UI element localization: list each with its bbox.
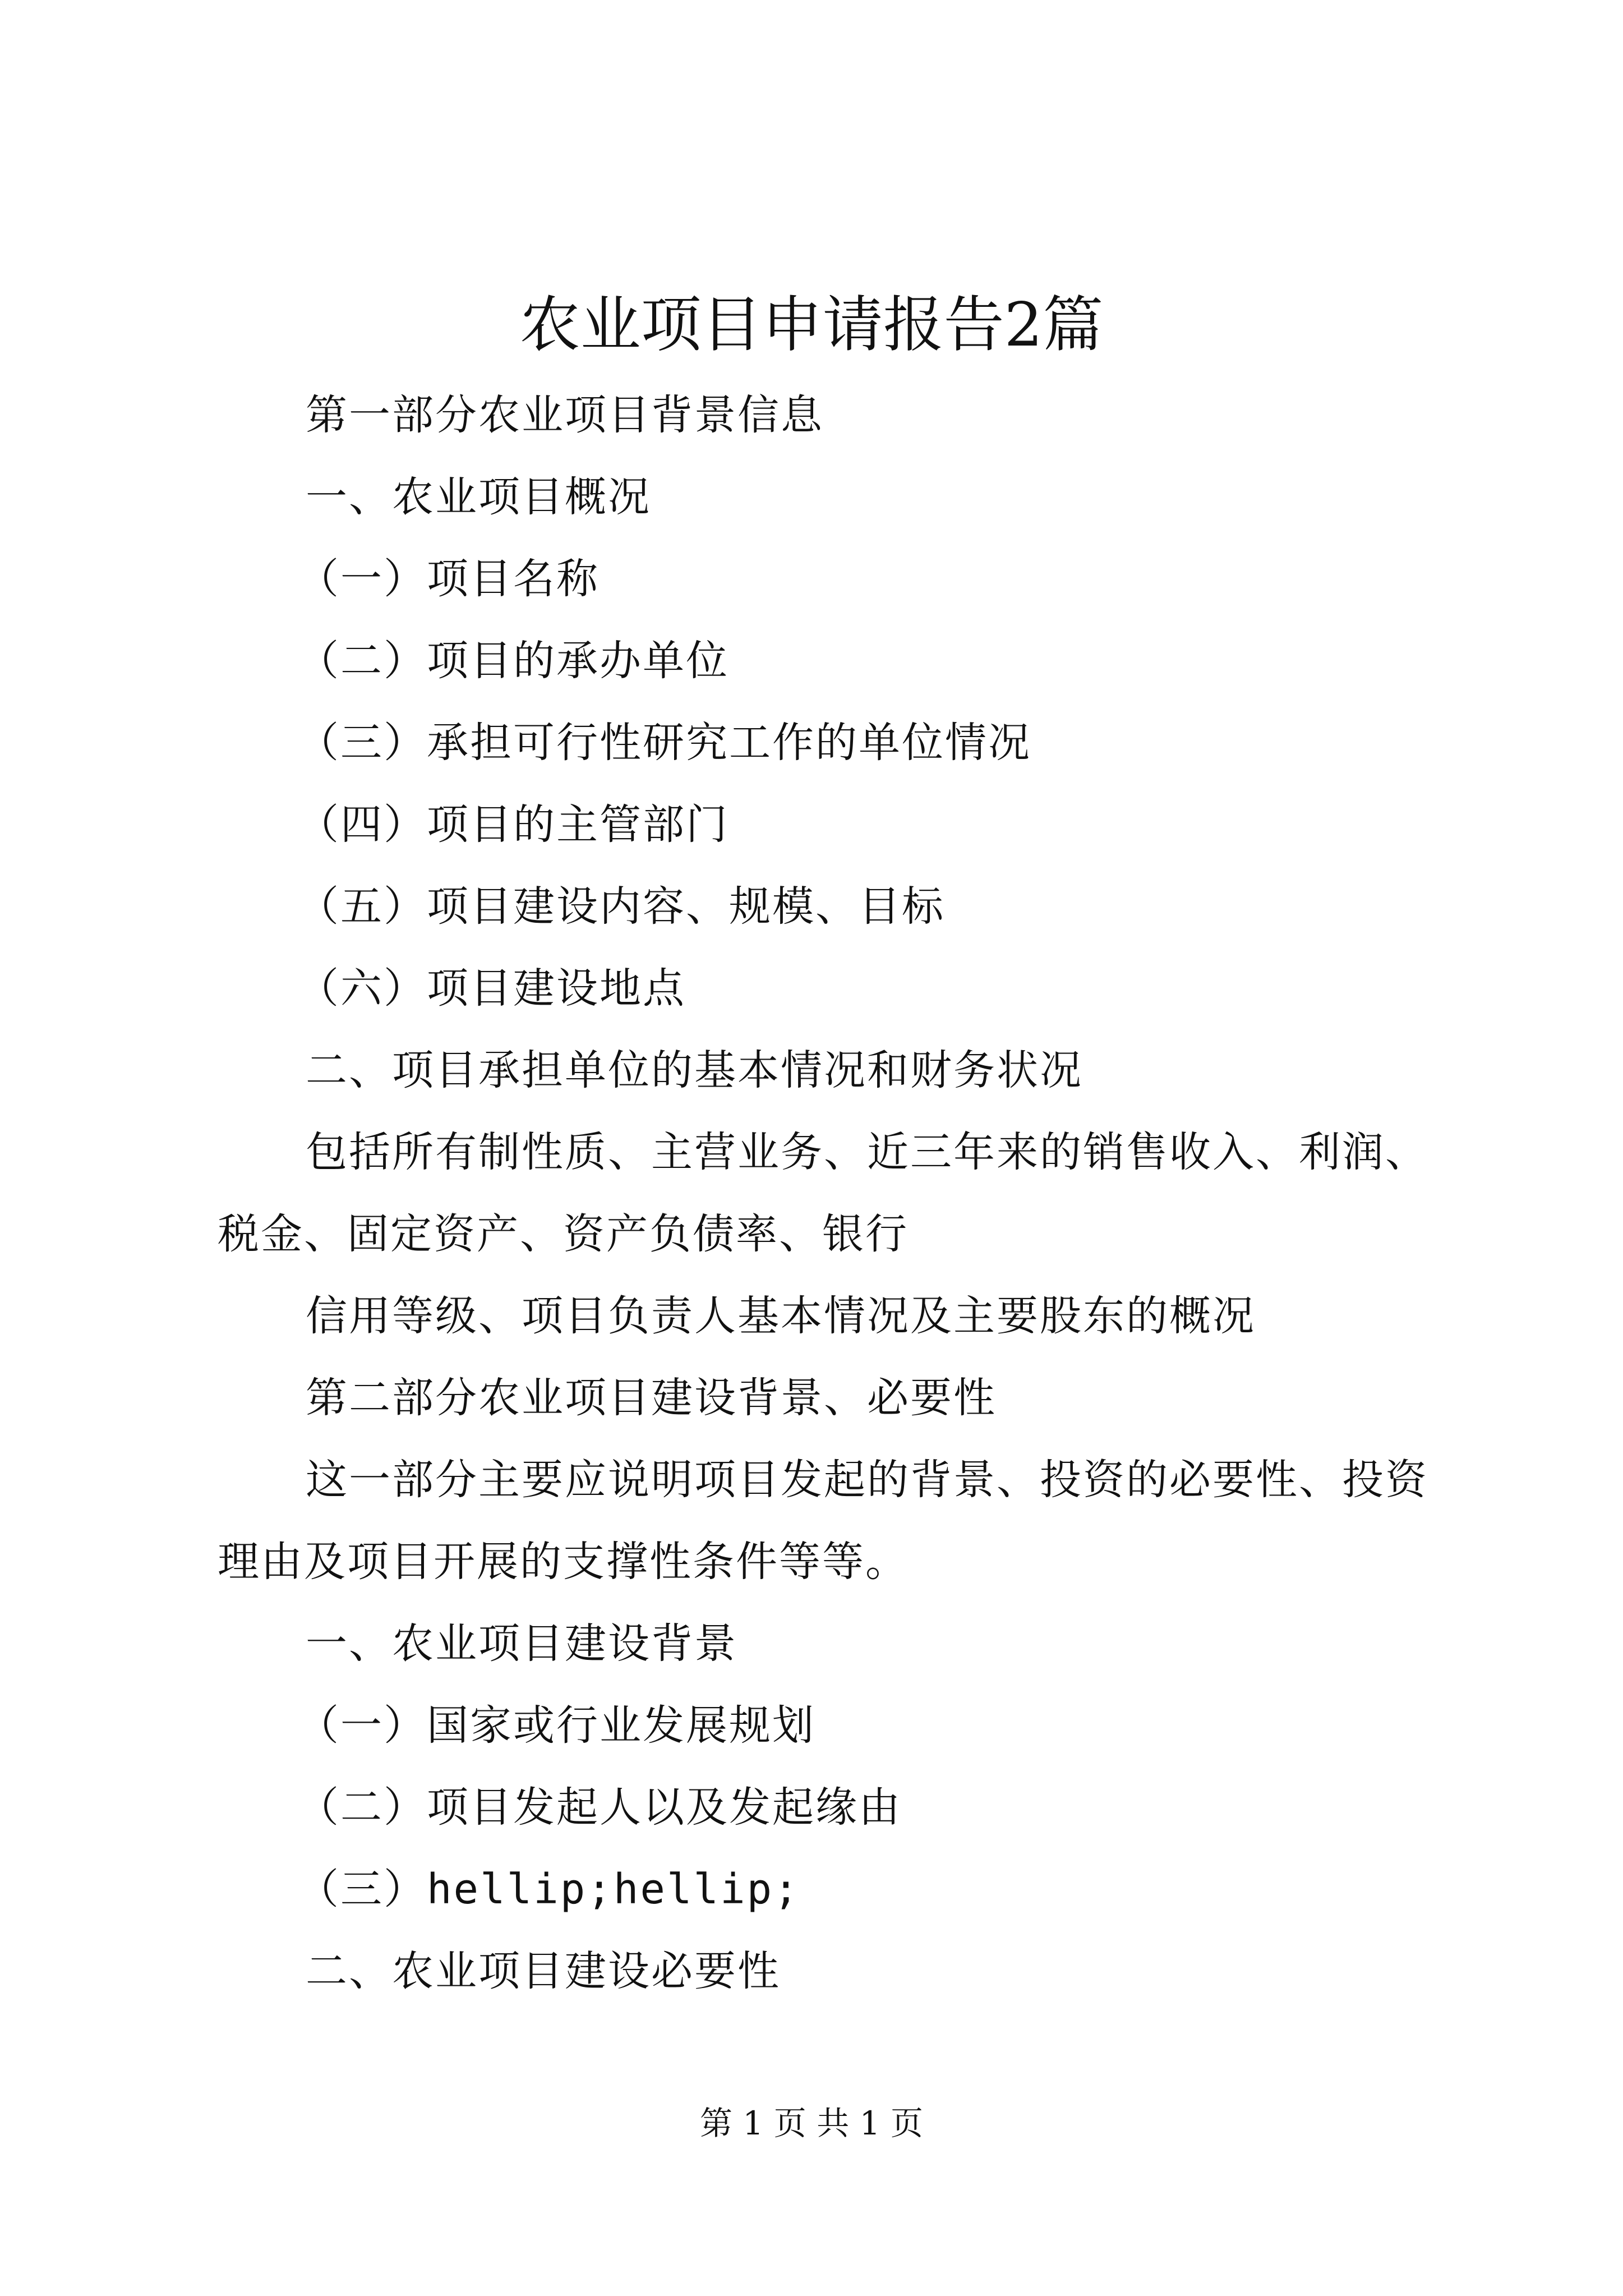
- page-number-footer: 第 1 页 共 1 页: [700, 2104, 923, 2142]
- paragraph-line: 税金、固定资产、资产负债率、银行: [218, 1210, 909, 1258]
- list-item: （三）hellip;hellip;: [297, 1865, 800, 1913]
- section-heading: 第二部分农业项目建设背景、必要性: [306, 1374, 997, 1422]
- list-item: （二）项目的承办单位: [297, 637, 729, 685]
- list-item: （一）国家或行业发展规划: [297, 1701, 815, 1750]
- list-item: （一）项目名称: [297, 555, 600, 603]
- list-item: （六）项目建设地点: [297, 964, 686, 1013]
- section-heading: 第一部分农业项目背景信息: [306, 391, 824, 439]
- subsection-heading: 一、农业项目概况: [306, 473, 651, 521]
- paragraph-line: 信用等级、项目负责人基本情况及主要股东的概况: [306, 1292, 1256, 1340]
- paragraph-line: 包括所有制性质、主营业务、近三年来的销售收入、利润、: [306, 1128, 1428, 1176]
- paragraph-line: 这一部分主要应说明项目发起的背景、投资的必要性、投资: [306, 1456, 1428, 1504]
- list-item: （二）项目发起人以及发起缘由: [297, 1783, 902, 1832]
- paragraph-line: 理由及项目开展的支撑性条件等等。: [218, 1538, 909, 1586]
- list-item: （五）项目建设内容、规模、目标: [297, 882, 945, 931]
- subsection-heading: 一、农业项目建设背景: [306, 1619, 737, 1668]
- document-title: 农业项目申请报告2篇: [519, 290, 1104, 360]
- list-item: （三）承担可行性研究工作的单位情况: [297, 719, 1031, 767]
- list-item: （四）项目的主管部门: [297, 800, 729, 849]
- subsection-heading: 二、农业项目建设必要性: [306, 1947, 781, 1995]
- subsection-heading: 二、项目承担单位的基本情况和财务状况: [306, 1046, 1083, 1094]
